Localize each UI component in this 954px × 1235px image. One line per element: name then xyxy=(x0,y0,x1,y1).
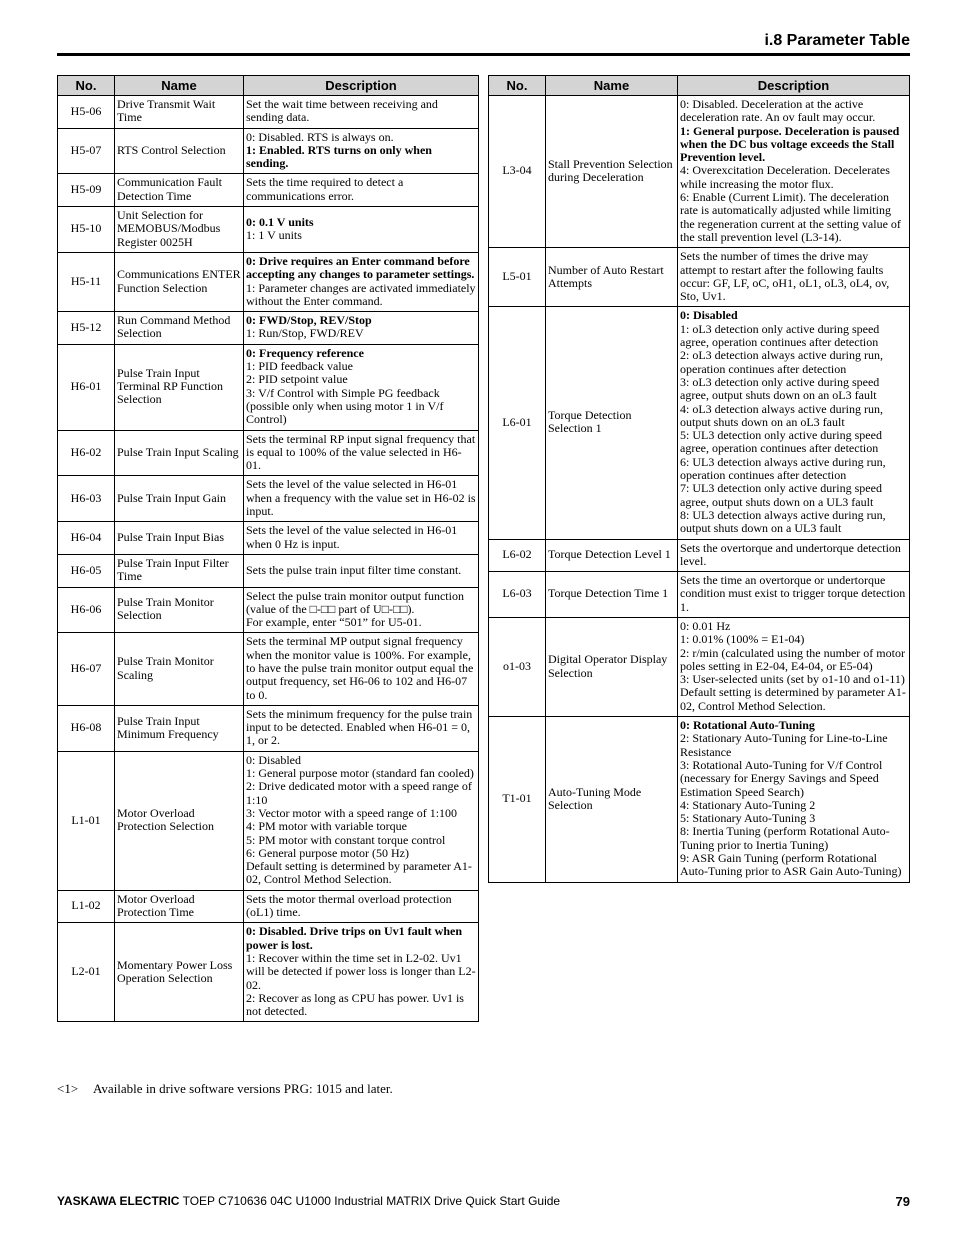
parameter-name: Pulse Train Input Terminal RP Function Selection xyxy=(115,344,244,430)
description-line: 8: Inertia Tuning (perform Rotational Auto-Tuning prior to Inertia Tuning) xyxy=(680,824,890,852)
parameter-number: H6-05 xyxy=(58,554,115,587)
column-header-description: Description xyxy=(244,76,479,96)
parameter-description xyxy=(244,554,479,587)
parameter-description xyxy=(244,751,479,890)
parameter-description xyxy=(244,705,479,751)
parameter-row xyxy=(58,476,479,522)
description-line: Default setting is determined by parameter A1-02, Control Method Selection. xyxy=(680,685,906,713)
parameter-row xyxy=(489,539,910,572)
description-line: 2: Recover as long as CPU has power. Uv1 is not detected. xyxy=(246,990,464,1019)
parameter-description xyxy=(244,430,479,476)
parameter-name: RTS Control Selection xyxy=(115,128,244,174)
parameter-description xyxy=(244,128,479,174)
parameter-row xyxy=(58,128,479,174)
parameter-name: Drive Transmit Wait Time xyxy=(115,96,244,129)
parameter-number: L6-01 xyxy=(489,307,546,539)
description-line: 5: Stationary Auto-Tuning 3 xyxy=(680,811,816,826)
description-line: 2: PID setpoint value xyxy=(246,372,348,387)
parameter-number: H5-11 xyxy=(58,252,115,311)
description-line: 0: Disabled xyxy=(680,308,738,323)
parameter-row xyxy=(489,717,910,883)
description-line: 7: UL3 detection only active during speed agree, output shuts down on a UL3 fault xyxy=(680,481,882,509)
parameter-description xyxy=(244,476,479,522)
parameter-description xyxy=(678,717,910,883)
parameter-row xyxy=(489,572,910,618)
parameter-number: H5-09 xyxy=(58,174,115,207)
description-line: Default setting is determined by parameter A1-02, Control Method Selection. xyxy=(246,859,472,887)
parameter-description xyxy=(678,539,910,572)
table-body-right xyxy=(489,96,910,883)
parameter-name: Motor Overload Protection Selection xyxy=(115,751,244,890)
parameter-name: Pulse Train Input Scaling xyxy=(115,430,244,476)
description-line: Sets the time required to detect a communications error. xyxy=(246,175,404,203)
description-line: 1: oL3 detection only active during speed agree, operation continues after detection xyxy=(680,321,880,350)
description-line: 4: PM motor with variable torque xyxy=(246,819,407,834)
description-line: 4: Overexcitation Deceleration. Decelerates while increasing the motor flux. xyxy=(680,163,890,191)
parameter-number: H5-10 xyxy=(58,207,115,253)
parameter-name: Pulse Train Input Bias xyxy=(115,522,244,555)
column-header-description: Description xyxy=(678,76,910,96)
description-line: 0: Disabled. Deceleration at the active deceleration rate. An ov fault may occur. xyxy=(680,97,876,125)
description-line: 2: Stationary Auto-Tuning for Line-to-Line Resistance xyxy=(680,731,888,759)
table-body-left xyxy=(58,96,479,1022)
parameter-number: T1-01 xyxy=(489,717,546,883)
description-line: 9: ASR Gain Tuning (perform Rotational Auto-Tuning prior to ASR Gain Auto-Tuning) xyxy=(680,851,902,879)
parameter-description xyxy=(244,923,479,1022)
parameter-number: L6-03 xyxy=(489,572,546,618)
parameter-description xyxy=(244,522,479,555)
description-line: 8: UL3 detection always active during run, output shuts down on a UL3 fault xyxy=(680,507,886,536)
parameter-name: Run Command Method Selection xyxy=(115,312,244,345)
page-number: 79 xyxy=(895,1194,910,1209)
parameter-description xyxy=(244,344,479,430)
parameter-number: L5-01 xyxy=(489,248,546,307)
parameter-name: Pulse Train Input Minimum Frequency xyxy=(115,705,244,751)
description-line: 0: Disabled. RTS is always on. xyxy=(246,129,394,144)
parameter-row xyxy=(58,96,479,129)
description-line: 1: PID feedback value xyxy=(246,359,353,374)
parameter-name: Torque Detection Level 1 xyxy=(546,539,678,572)
parameter-row xyxy=(58,522,479,555)
description-line: 6: General purpose motor (50 Hz) xyxy=(246,845,409,860)
footnote-marker: <1> xyxy=(57,1081,79,1096)
parameter-name: Unit Selection for MEMOBUS/Modbus Register 0025H xyxy=(115,207,244,253)
parameter-number: H6-02 xyxy=(58,430,115,476)
column-header-name: Name xyxy=(546,76,678,96)
description-line: 3: V/f Control with Simple PG feedback (possible only when using motor 1 in V/f Control) xyxy=(246,385,444,427)
description-line: 1: Recover within the time set in L2-02. Uv1 will be detected if power loss is longer than L2-02. xyxy=(246,950,476,992)
parameter-row xyxy=(58,751,479,890)
parameter-row xyxy=(58,207,479,253)
description-line: Sets the number of times the drive may attempt to restart after the following faults occur: GF, LF, oC, oH1, oL1, oL3, oL4, ov, Sto, Uv1. xyxy=(680,249,890,304)
description-line: Sets the terminal RP input signal frequency that is equal to 100% of the value selected in H6-01. xyxy=(246,431,476,473)
parameter-description xyxy=(244,587,479,633)
description-line: Sets the overtorque and undertorque detection level. xyxy=(680,540,901,568)
parameter-name: Digital Operator Display Selection xyxy=(546,617,678,716)
parameter-number: L1-02 xyxy=(58,890,115,923)
description-line: 6: UL3 detection always active during run, operation continues after detection xyxy=(680,454,886,483)
description-line: 1: Enabled. RTS turns on only when sending. xyxy=(246,142,432,171)
parameter-row xyxy=(58,705,479,751)
parameter-row xyxy=(58,554,479,587)
description-line: 1: 1 V units xyxy=(246,228,302,243)
footnote-text: Available in drive software versions PRG: 1015 and later. xyxy=(93,1081,393,1096)
parameter-row xyxy=(489,96,910,248)
description-line: 3: Vector motor with a speed range of 1:100 xyxy=(246,805,458,820)
parameter-description xyxy=(678,96,910,248)
header-divider xyxy=(57,53,910,56)
parameter-name: Number of Auto Restart Attempts xyxy=(546,248,678,307)
parameter-name: Torque Detection Time 1 xyxy=(546,572,678,618)
parameter-number: H5-06 xyxy=(58,96,115,129)
description-line: For example, enter “501” for U5-01. xyxy=(246,615,422,630)
description-line: 1: Parameter changes are activated immediately without the Enter command. xyxy=(246,280,476,308)
parameter-name: Pulse Train Input Filter Time xyxy=(115,554,244,587)
parameter-description xyxy=(244,96,479,129)
description-line: 2: r/min (calculated using the number of motor poles setting in E2-04, E4-04, or E5-04) xyxy=(680,645,905,673)
description-line: 0: Frequency reference xyxy=(246,345,364,360)
parameter-description xyxy=(244,890,479,923)
parameter-description xyxy=(244,252,479,311)
description-line: 3: Rotational Auto-Tuning for V/f Control (necessary for Energy Savings and Speed Estimation Speed Search) xyxy=(680,757,883,799)
parameter-number: H6-03 xyxy=(58,476,115,522)
description-line: Sets the terminal MP output signal frequency when the monitor value is 100%. For example, to have the pulse train monitor output equal the output frequency, set H6-06 to 102 and H6-07 to 0. xyxy=(246,634,474,702)
parameter-number: H5-12 xyxy=(58,312,115,345)
description-line: 1: Run/Stop, FWD/REV xyxy=(246,326,364,341)
parameter-name: Pulse Train Monitor Scaling xyxy=(115,633,244,705)
description-line: 0: FWD/Stop, REV/Stop xyxy=(246,313,372,328)
parameter-row xyxy=(58,174,479,207)
parameter-number: L3-04 xyxy=(489,96,546,248)
description-line: 1: General purpose motor (standard fan cooled) xyxy=(246,766,474,781)
parameter-table-left xyxy=(57,75,479,1022)
description-line: 1: 0.01% (100% = E1-04) xyxy=(680,632,805,647)
parameter-row xyxy=(58,587,479,633)
description-line: 6: Enable (Current Limit). The deceleration rate is automatically adjusted while limiting the regeneration current at the setting value of the stall prevention level (L3-14). xyxy=(680,190,901,244)
parameter-number: H6-01 xyxy=(58,344,115,430)
parameter-name: Communications ENTER Function Selection xyxy=(115,252,244,311)
parameter-row xyxy=(489,617,910,716)
parameter-description xyxy=(678,307,910,539)
parameter-number: H6-08 xyxy=(58,705,115,751)
parameter-description xyxy=(678,572,910,618)
description-line: Sets the pulse train input filter time constant. xyxy=(246,562,462,577)
parameter-number: H5-07 xyxy=(58,128,115,174)
description-line: Set the wait time between receiving and sending data. xyxy=(246,97,438,125)
table-header-row xyxy=(58,76,479,96)
table-header-row xyxy=(489,76,910,96)
parameter-description xyxy=(244,207,479,253)
parameter-name: Pulse Train Input Gain xyxy=(115,476,244,522)
description-line: 0: Disabled. Drive trips on Uv1 fault when power is lost. xyxy=(246,924,463,952)
parameter-number: L2-01 xyxy=(58,923,115,1022)
parameter-name: Pulse Train Monitor Selection xyxy=(115,587,244,633)
description-line: 3: oL3 detection only active during speed agree, output shuts down on an oL3 fault xyxy=(680,374,880,403)
parameter-row xyxy=(58,252,479,311)
footer-brand: YASKAWA ELECTRIC xyxy=(57,1194,180,1208)
parameter-description xyxy=(678,617,910,716)
description-line: Sets the level of the value selected in H6-01 when a frequency with the value set in H6-02 is input. xyxy=(246,477,476,519)
description-line: 3: User-selected units (set by o1-10 and o1-11) xyxy=(680,672,905,687)
parameter-name: Stall Prevention Selection during Deceleration xyxy=(546,96,678,248)
description-line: 4: Stationary Auto-Tuning 2 xyxy=(680,797,816,812)
page-section-title: i.8 Parameter Table xyxy=(764,32,910,49)
parameter-description xyxy=(678,248,910,307)
description-line: 2: oL3 detection always active during run, operation continues after detection xyxy=(680,348,883,376)
parameter-number: L6-02 xyxy=(489,539,546,572)
parameter-number: H6-04 xyxy=(58,522,115,555)
parameter-row xyxy=(58,312,479,345)
parameter-description xyxy=(244,174,479,207)
footer-document-info xyxy=(57,1194,560,1208)
parameter-row xyxy=(58,344,479,430)
parameter-row xyxy=(58,633,479,705)
description-line: 0: Disabled xyxy=(246,752,301,767)
parameter-name: Auto-Tuning Mode Selection xyxy=(546,717,678,883)
parameter-row xyxy=(489,307,910,539)
parameter-number: o1-03 xyxy=(489,617,546,716)
parameter-name: Communication Fault Detection Time xyxy=(115,174,244,207)
description-line: 0: 0.1 V units xyxy=(246,214,314,229)
column-header-no: No. xyxy=(489,76,546,96)
description-line: 2: Drive dedicated motor with a speed range of 1:10 xyxy=(246,779,472,807)
parameter-row xyxy=(58,890,479,923)
column-header-name: Name xyxy=(115,76,244,96)
description-line: 5: PM motor with constant torque control xyxy=(246,832,446,847)
parameter-number: L1-01 xyxy=(58,751,115,890)
footer-doc-title: TOEP C710636 04C U1000 Industrial MATRIX Drive Quick Start Guide xyxy=(179,1194,561,1208)
parameter-number: H6-06 xyxy=(58,587,115,633)
parameter-name: Momentary Power Loss Operation Selection xyxy=(115,923,244,1022)
parameter-row xyxy=(58,430,479,476)
description-line: Select the pulse train monitor output function (value of the □-□□ part of U□-□□). xyxy=(246,588,464,616)
description-line: 0: Rotational Auto-Tuning xyxy=(680,718,815,733)
description-line: 0: Drive requires an Enter command before accepting any changes to parameter settings. xyxy=(246,253,475,282)
description-line: 5: UL3 detection only active during speed agree, operation continues after detection xyxy=(680,428,882,456)
description-line: 0: 0.01 Hz xyxy=(680,618,731,633)
parameter-row xyxy=(58,923,479,1022)
parameter-name: Motor Overload Protection Time xyxy=(115,890,244,923)
description-line: Sets the motor thermal overload protection (oL1) time. xyxy=(246,891,452,920)
parameter-description xyxy=(244,633,479,705)
footnote xyxy=(57,1081,393,1097)
description-line: 1: General purpose. Deceleration is paused when the DC bus voltage exceeds the Stall Prevention level. xyxy=(680,123,900,165)
description-line: Sets the time an overtorque or undertorque condition must exist to trigger torque detection 1. xyxy=(680,573,906,614)
description-line: Sets the level of the value selected in H6-01 when 0 Hz is input. xyxy=(246,523,458,551)
parameter-row xyxy=(489,248,910,307)
parameter-description xyxy=(244,312,479,345)
column-header-no: No. xyxy=(58,76,115,96)
parameter-table-right xyxy=(488,75,910,883)
parameter-name: Torque Detection Selection 1 xyxy=(546,307,678,539)
parameter-number: H6-07 xyxy=(58,633,115,705)
description-line: Sets the minimum frequency for the pulse train input to be detected. Enabled when H6-01 = 0, 1, or 2. xyxy=(246,706,473,748)
description-line: 4: oL3 detection always active during run, output shuts down on an oL3 fault xyxy=(680,401,883,429)
